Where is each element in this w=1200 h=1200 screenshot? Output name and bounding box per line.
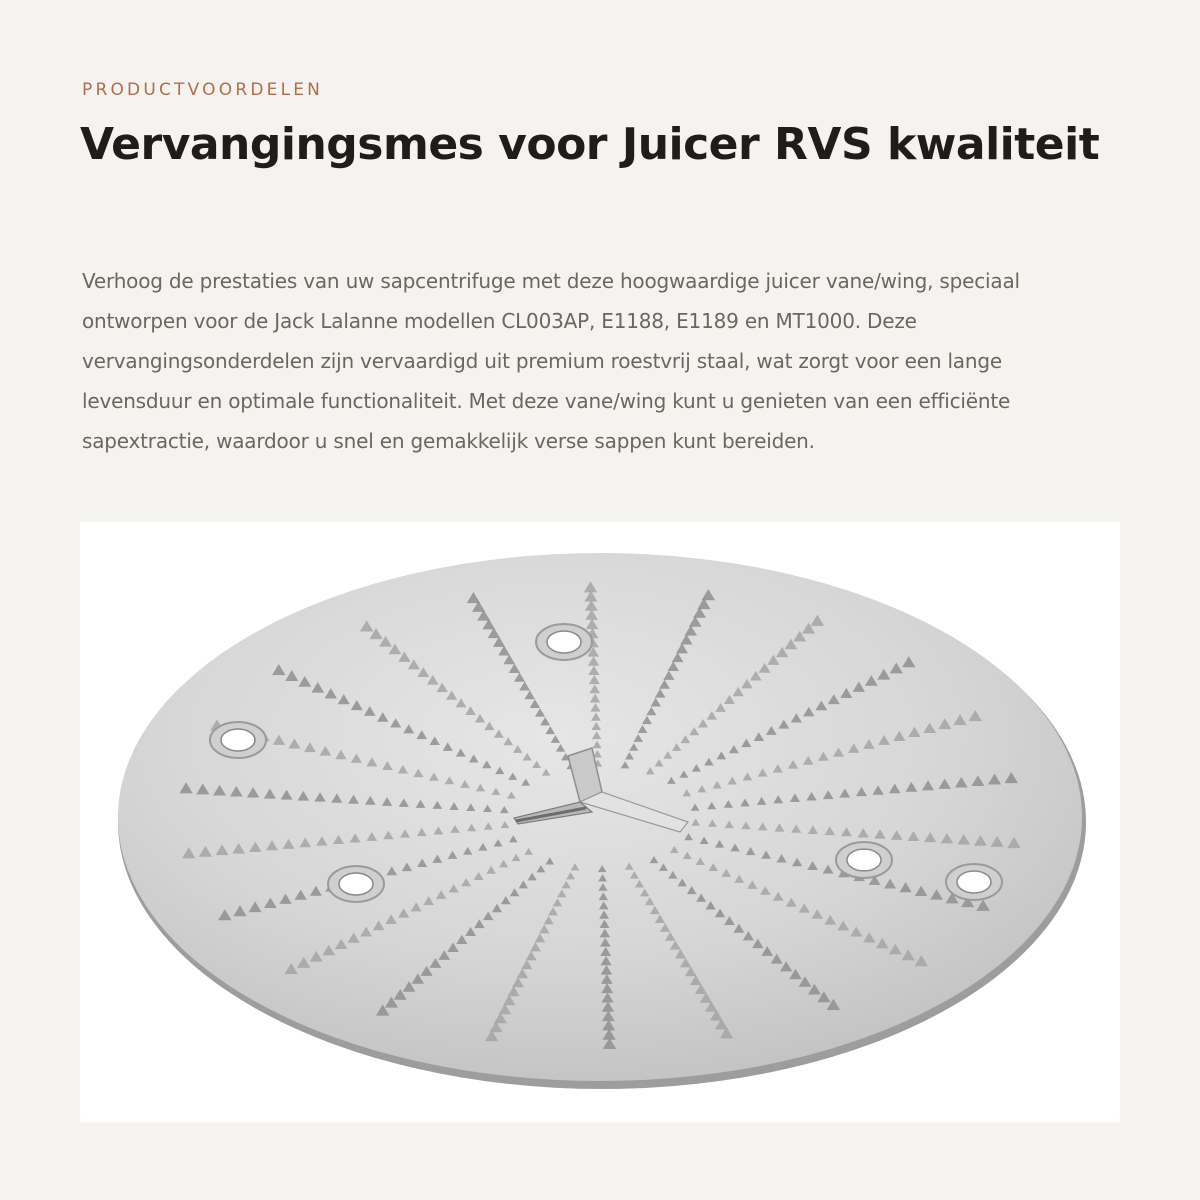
mounting-hole [536,624,592,660]
grater-disc-illustration [80,522,1120,1122]
product-description: Verhoog de prestaties van uw sapcentrifuge met deze hoogwaardige juicer vane/wing, speciaal ontworpen voor de Jack Lalanne modellen CL003AP, E1188, E1189 en MT1000. Deze vervangingsonderdelen zijn vervaardigd uit premium roestvrij staal, wat zorgt voor een lange levensduur en optimale functionaliteit. Met deze vane/wing kunt u genieten van een efficiënte sapextractie, waardoor u snel en gemakkelijk verse sappen kunt bereiden. [82,269,1020,453]
page-title: Vervangingsmes voor Juicer RVS kwaliteit [80,119,1100,170]
product-image [80,522,1120,1122]
mounting-hole [836,842,892,878]
mounting-hole [946,864,1002,900]
disc-face [118,553,1082,1081]
mounting-hole [328,866,384,902]
mounting-hole [210,722,266,758]
eyebrow-label: PRODUCTVOORDELEN [82,80,324,100]
